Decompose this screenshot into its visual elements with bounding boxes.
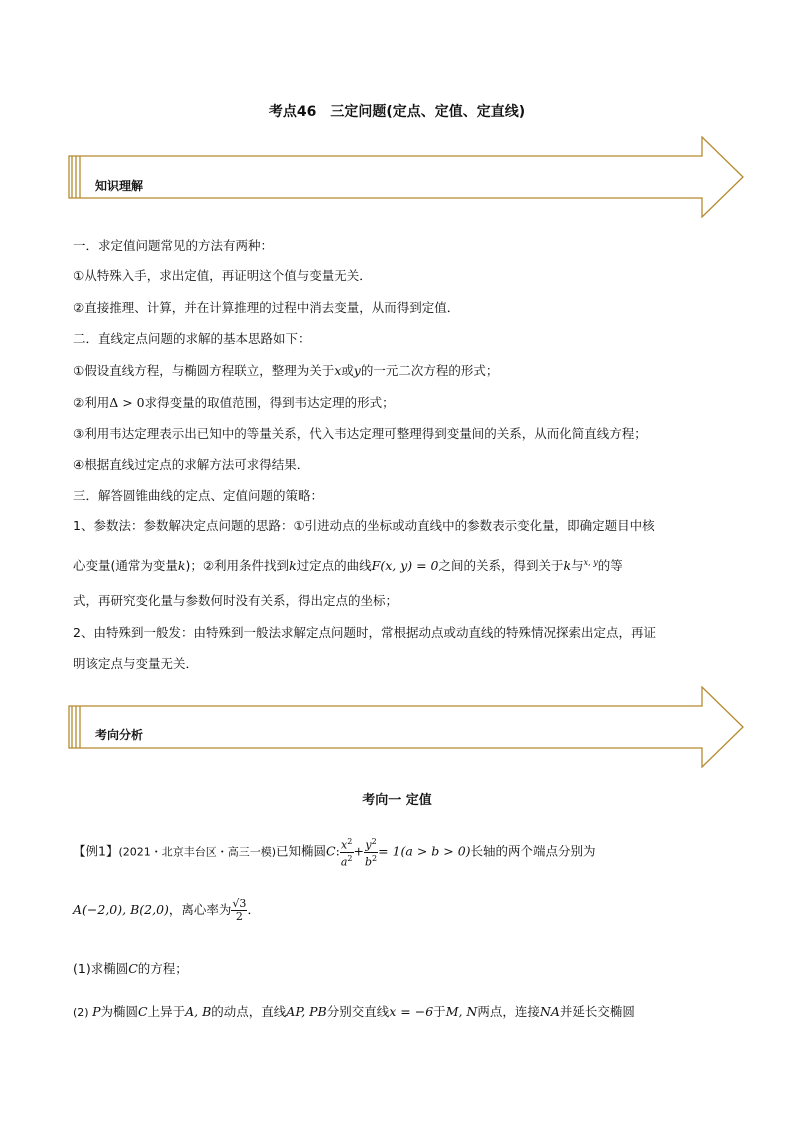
section-banner-knowledge [68,136,746,218]
text-line-assume: ①假设直线方程，与椭圆方程联立，整理为关于x或y的一元二次方程的形式； [73,363,499,378]
question-2: (2) P为椭圆C上异于A, B的动点，直线AP, PB分别交直线x = −6于M, N两点，连接NA并延长交椭圆 [73,1004,635,1019]
text-line: 明该定点与变量无关． [73,656,199,671]
page-title: 考点46 三定问题(定点、定值、定直线) [268,104,526,120]
example-line-1: 【例1】(2021・北京丰台区・高三一模)已知椭圆C: $\frac{x^2}{a^2}$ + $\frac{y^2}{b^2}$ = 1(a > b > 0)长轴的两个端点分别为 [73,837,596,869]
text-line: 二．直线定点问题的求解的基本思路如下： [73,331,311,346]
text-line: 式，再研究变化量与参数何时没有关系，得出定点的坐标； [73,593,399,608]
arrow-banner-icon [68,686,746,768]
text-line-delta: ②利用Δ > 0求得变量的取值范围，得到韦达定理的形式； [73,395,395,410]
text-line: ④根据直线过定点的求解方法可求得结果． [73,457,310,472]
section-label-analysis: 考向分析 [95,728,144,742]
question-1: (1)求椭圆C的方程； [73,961,188,976]
text-line: 一．求定值问题常见的方法有两种： [73,238,274,253]
section-banner-analysis [68,686,746,768]
section-label-knowledge: 知识理解 [95,179,144,193]
arrow-banner-icon [68,136,746,218]
text-line: ③利用韦达定理表示出已知中的等量关系，代入韦达定理可整理得到变量间的关系，从而化简直线方程； [73,426,647,441]
example-line-2: A(−2,0), B(2,0)，离心率为 $\frac{√3}{2}$ ． [73,897,260,923]
text-line: ①从特殊入手，求出定值，再证明这个值与变量无关． [73,268,372,283]
text-line: 三．解答圆锥曲线的定点、定值问题的策略： [73,488,324,503]
text-line-core: 心变量(通常为变量k)；②利用条件找到k过定点的曲线F(x, y) = 0之间的关系，得到关于k与$^{x, y}$的等 [73,558,623,574]
text-line: 1、参数法：参数解决定点问题的思路：①引进动点的坐标或动直线中的参数表示变化量，即确定题目中核 [73,518,655,533]
subsection-title: 考向一 定值 [362,793,432,808]
text-line: ②直接推理、计算，并在计算推理的过程中消去变量，从而得到定值． [73,300,460,315]
text-line: 2、由特殊到一般发：由特殊到一般法求解定点问题时，常根据动点或动直线的特殊情况探索出定点，再证 [73,625,656,640]
